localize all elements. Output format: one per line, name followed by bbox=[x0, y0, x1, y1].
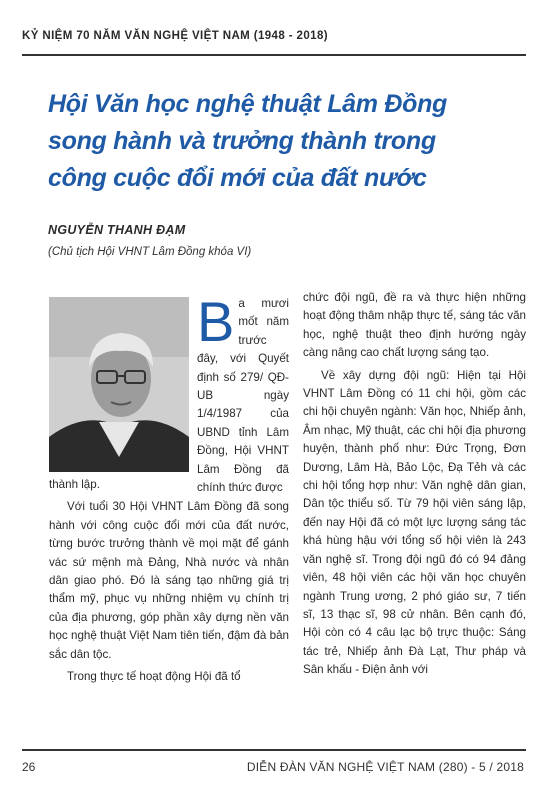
lead-continued: thành lập. bbox=[49, 478, 100, 491]
footer-rule bbox=[22, 749, 526, 751]
author-photo bbox=[49, 297, 189, 472]
title-line: công cuộc đổi mới của đất nước bbox=[48, 164, 427, 192]
title-line: song hành và trưởng thành trong bbox=[48, 127, 436, 155]
page-number: 26 bbox=[22, 760, 36, 774]
left-column bbox=[49, 476, 289, 686]
author-position: (Chủ tịch Hội VHNT Lâm Đồng khóa VI) bbox=[48, 246, 252, 258]
body-paragraph: Với tuổi 30 Hội VHNT Lâm Đồng đã song hành với công cuộc đổi mới của đất nước, từng bước trưởng thành về mọi mặt để gánh vác sứ mệnh mà Đảng, Nhà nước và nhân dân giao phó. Đó là sáng tạo những giá trị thẩm mỹ, phục vụ những nhiệm vụ chính trị của địa phương, góp phần xây dựng nền văn học nghệ thuật Việt Nam tiên tiến, đậm đà bản sắc dân tộc. bbox=[49, 500, 289, 661]
body-paragraph: Về xây dựng đội ngũ: Hiện tại Hội VHNT Lâm Đồng có 11 chi hội, gồm các chi hội chuyên ngành: Văn học, Nhiếp ảnh, Âm nhạc, Mỹ thuật, các chi hội địa phương huyện, thành phố như: Đức Trọng, Đơn Dương, Lâm Hà, Bảo Lộc, Đạ Tẻh và các chi hội tổng hợp như: Văn nghệ dân gian, Dân tộc thiểu số. Từ 79 hội viên sáng lập, đến nay Hội đã có một lực lượng sáng tác khá hùng hậu với tổng số hội viên là 243 văn nghệ sĩ. Trong đội ngũ đó có 94 đảng viên, 48 hội viên các hội văn học chuyên ngành Trung ương, 2 phó giáo sư, 7 tiến sĩ, 13 thạc sĩ, 98 cử nhân. Bên cạnh đó, Hội còn có 4 câu lạc bộ trực thuộc: Sáng tác trẻ, Nhiếp ảnh Đà Lạt, Thư pháp và Sân khấu - Điện ảnh với bbox=[303, 368, 526, 677]
magazine-name: DIỄN ĐÀN VĂN NGHỆ VIỆT NAM (280) - 5 / 2018 bbox=[246, 760, 524, 774]
article-title bbox=[48, 86, 518, 197]
title-line: Hội Văn học nghệ thuật Lâm Đồng bbox=[48, 90, 448, 118]
series-header: KỶ NIỆM 70 NĂM VĂN NGHỆ VIỆT NAM (1948 - 2018) bbox=[22, 30, 328, 42]
right-column bbox=[303, 289, 526, 680]
author-name: NGUYỄN THANH ĐẠM bbox=[48, 223, 186, 237]
lead-text: a mươi mốt năm trước đây, với Quyết định số 279/ QĐ-UB ngày 1/4/1987 của UBND tỉnh Lâm Đồng, Hội VHNT Lâm Đồng đã chính thức được bbox=[197, 297, 289, 495]
header-rule bbox=[22, 54, 526, 56]
body-paragraph: chức đội ngũ, đề ra và thực hiện những hoạt động thâm nhập thực tế, sáng tác văn học, nghệ thuật theo định hướng ngày càng nâng cao chất lượng sáng tạo. bbox=[303, 291, 526, 360]
drop-cap: B bbox=[197, 290, 235, 353]
lead-paragraph bbox=[197, 290, 289, 497]
body-paragraph: Trong thực tế hoạt động Hội đã tổ bbox=[67, 670, 241, 684]
